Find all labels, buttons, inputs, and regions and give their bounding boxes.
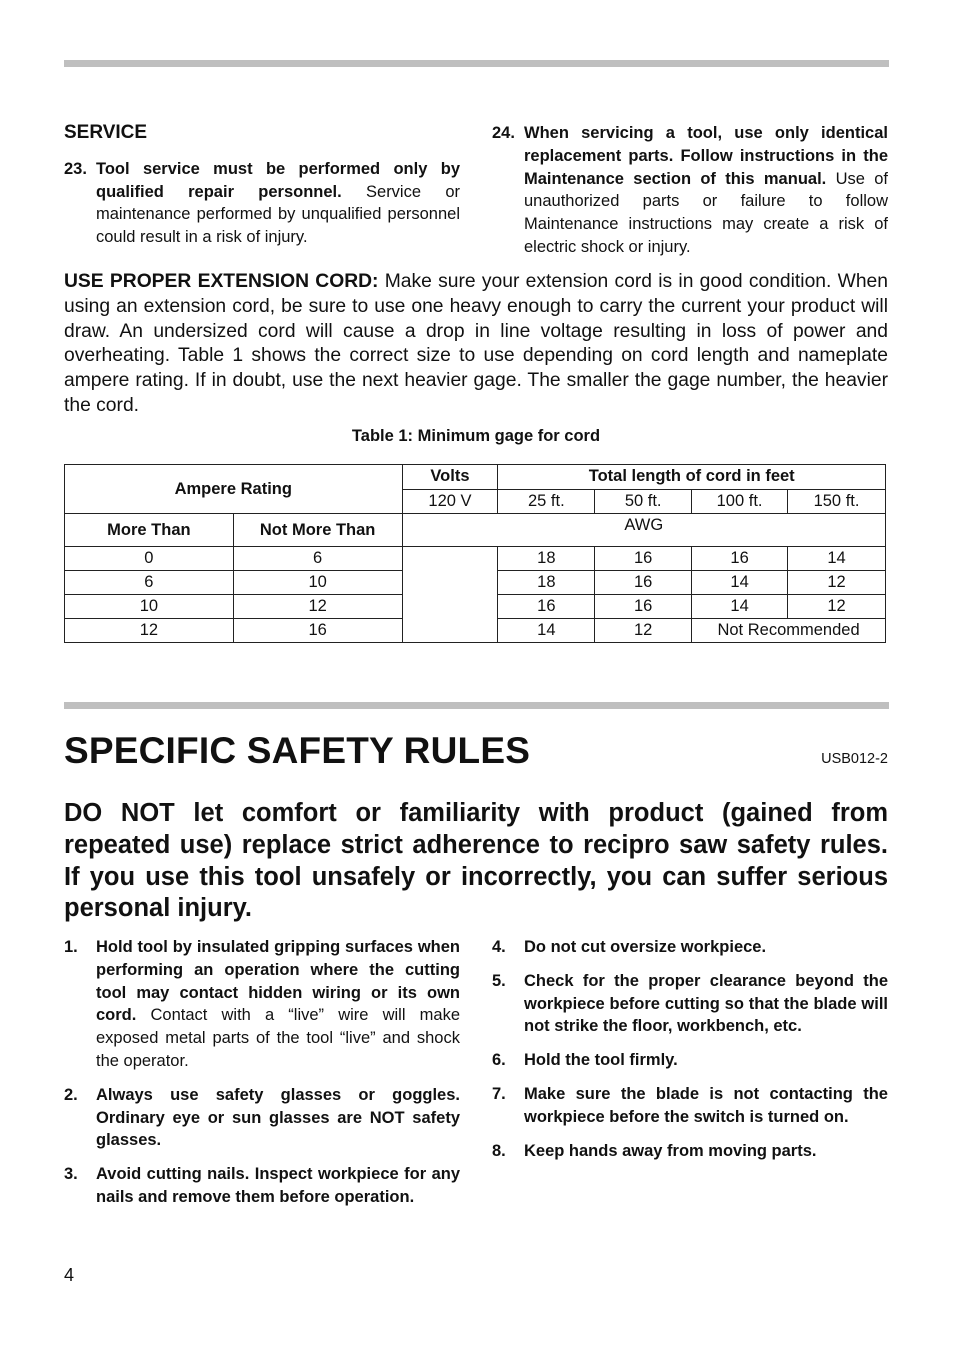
safety-item-7 [492,1083,888,1129]
safety-item-6 [492,1049,888,1072]
item-bold-text: Do not cut oversize workpiece. [524,938,767,956]
volt-value: 120 V [402,489,498,514]
cell-150: 12 [788,571,886,595]
item-bold-text: When servicing a tool, use only identical replacement parts. Follow instructions in the Maintenance section of this manual. [524,124,888,188]
table-row [65,547,886,571]
cell-100: 14 [692,595,788,619]
length-25: 25 ft. [498,489,595,514]
cell-not-more: 6 [233,547,402,571]
cell-more: 12 [65,619,234,643]
service-heading: SERVICE [64,122,148,143]
table-caption: Table 1: Minimum gage for cord [351,427,601,445]
cell-100: 14 [692,571,788,595]
safety-item-4 [492,936,888,959]
item-text: Use of unauthorized parts or failure to follow Maintenance instructions may create a risk of electric shock or injury. [524,169,888,256]
item-text: Service or maintenance performed by unqualified personnel could result in a risk of injury. [96,182,460,247]
cell-25: 14 [498,619,595,643]
cord-gage-table [64,464,886,643]
cell-50: 12 [595,619,692,643]
header-volts: Volts [402,465,498,490]
cell-not-recommended: Not Recommended [692,619,886,643]
cell-25: 18 [498,547,595,571]
cell-50: 16 [595,571,692,595]
item-bold-text: Make sure the blade is not contacting the workpiece before the switch is turned on. [524,1084,888,1126]
item-bold-text: Hold tool by insulated gripping surfaces when performing an operation where the cutting tool may contact hidden wiring or its own cord. [96,938,460,1025]
cell-more: 0 [65,547,234,571]
extension-cord-paragraph [64,270,888,419]
cell-100: 16 [692,547,788,571]
item-number: 6. [492,1051,506,1070]
item-number: 2. [64,1085,78,1104]
safety-list-left [64,936,460,1220]
middle-divider [64,702,889,709]
cell-50: 16 [595,547,692,571]
header-total-length: Total length of cord in feet [498,465,886,490]
header-ampere-rating: Ampere Rating [65,465,403,514]
top-divider [64,60,889,67]
length-50: 50 ft. [595,489,692,514]
cell-not-more: 16 [233,619,402,643]
item-number: 23. [64,159,87,178]
safety-item-1 [64,936,460,1073]
header-more-than: More Than [65,514,234,547]
document-code: USB012-2 [821,751,888,767]
item-bold-text: Keep hands away from moving parts. [524,1141,817,1160]
safety-warning: DO NOT let comfort or familiarity with product (gained from repeated use) replace strict adherence to recipro saw safety rules. If you use this tool unsafely or incorrectly, you can suffer serious personal injury. [64,799,888,923]
item-text: Contact with a “live” wire will make exposed metal parts of the tool “live” and shock the operator. [96,1006,460,1070]
cell-150: 14 [788,547,886,571]
item-bold-text: Avoid cutting nails. Inspect workpiece for any nails and remove them before operation. [96,1165,460,1206]
cell-50: 16 [595,595,692,619]
extension-cord-text: Make sure your extension cord is in good condition. When using an extension cord, be sure to use one heavy enough to carry the current your product will draw. An undersized cord will cause a drop in line voltage resulting in loss of power and overheating. Table 1 shows the correct size to use depending on cord length and nameplate ampere rating. If in doubt, use the next heavier gage. The smaller the gage number, the heavier the cord. [64,271,888,416]
header-not-more-than: Not More Than [233,514,402,547]
section-title: SPECIFIC SAFETY RULES [64,730,531,771]
page-number: 4 [64,1265,75,1285]
length-150: 150 ft. [788,489,886,514]
safety-list-right [492,936,888,1173]
item-number: 4. [492,938,506,956]
safety-item-3 [64,1163,460,1209]
item-number: 5. [492,971,506,990]
safety-item-2 [64,1084,460,1152]
length-100: 100 ft. [692,489,788,514]
cell-150: 12 [788,595,886,619]
cell-more: 10 [65,595,234,619]
item-number: 3. [64,1165,78,1184]
extension-cord-lead: USE PROPER EXTENSION CORD: [64,271,379,292]
empty-volt-cell [402,547,498,643]
cell-not-more: 10 [233,571,402,595]
cell-25: 18 [498,571,595,595]
item-number: 24. [492,124,515,142]
service-item-23 [64,158,460,249]
item-number: 7. [492,1084,506,1103]
item-bold-text: Always use safety glasses or goggles. Ordinary eye or sun glasses are NOT safety glasses. [96,1085,460,1150]
item-bold-text: Hold the tool firmly. [524,1051,678,1070]
cell-more: 6 [65,571,234,595]
safety-item-5 [492,970,888,1038]
header-awg: AWG [402,514,885,547]
service-right-column [492,122,888,259]
service-left-column [64,122,460,249]
safety-item-8 [492,1140,888,1163]
item-bold-text: Check for the proper clearance beyond the workpiece before cutting so that the blade will not strike the floor, workbench, etc. [524,971,888,1036]
cell-25: 16 [498,595,595,619]
item-number: 8. [492,1141,506,1160]
item-number: 1. [64,938,78,956]
item-bold-text: Tool service must be performed only by qualified repair personnel. [96,159,460,201]
service-item-24 [492,122,888,259]
cell-not-more: 12 [233,595,402,619]
